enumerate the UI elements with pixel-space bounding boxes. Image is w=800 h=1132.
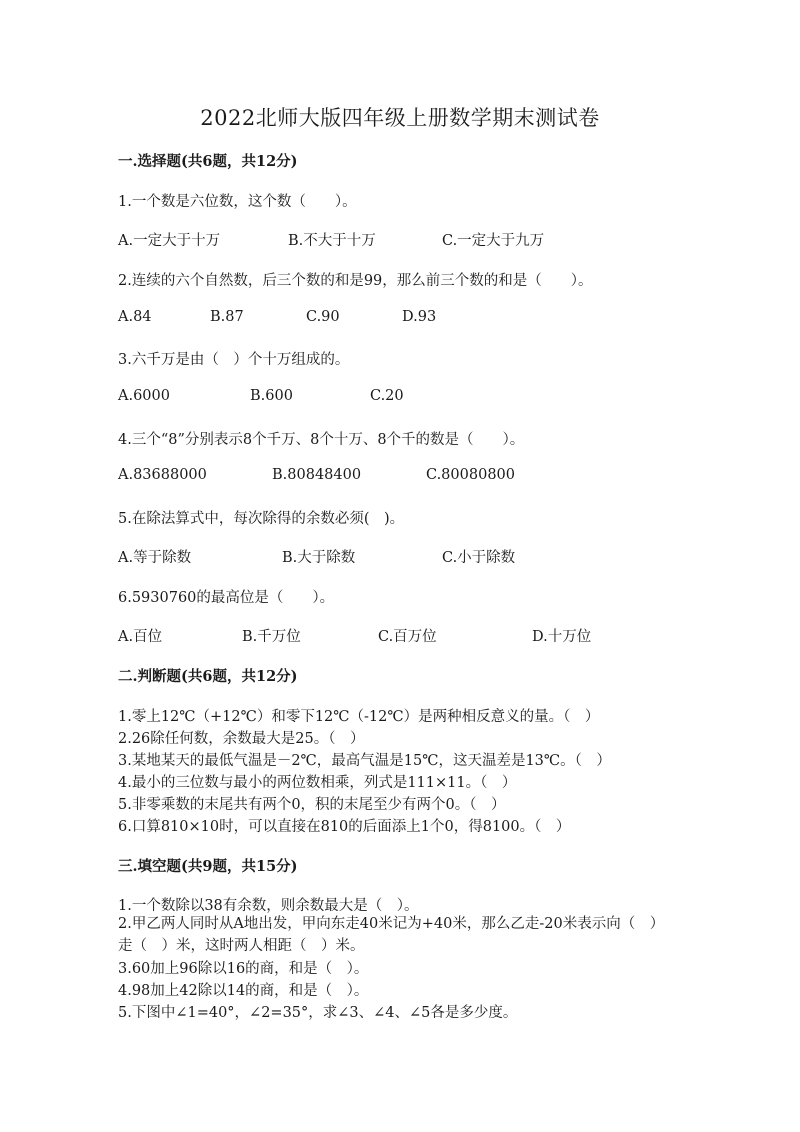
option-a: A.等于除数	[118, 550, 192, 566]
option-b: B.600	[250, 388, 293, 404]
option-b: B.不大于十万	[288, 233, 376, 249]
option-c: C.一定大于九万	[442, 233, 545, 249]
fill-item: 3.60加上96除以16的商，和是（ ）。	[118, 961, 369, 977]
option-a: A.百位	[118, 629, 163, 645]
option-a: A.83688000	[118, 467, 207, 483]
question-text: 3.六千万是由（ ）个十万组成的。	[118, 352, 350, 368]
option-b: B.千万位	[242, 629, 301, 645]
option-a: A.6000	[118, 388, 170, 404]
fill-item: 2.甲乙两人同时从A地出发，甲向东走40米记为+40米，那么乙走-20米表示向（ ）走（ ）米，这时两人相距（ ）米。	[118, 916, 665, 954]
judge-item: 4.最小的三位数与最小的两位数相乘，列式是111×11。（ ）	[118, 775, 517, 791]
question-text: 6.5930760的最高位是（ ）。	[118, 590, 335, 606]
fill-item: 4.98加上42除以14的商，和是（ ）。	[118, 983, 369, 999]
option-c: C.百万位	[378, 629, 437, 645]
option-b: B.大于除数	[282, 550, 356, 566]
option-b: B.80848400	[272, 467, 362, 483]
question-text: 1.一个数是六位数，这个数（ ）。	[118, 194, 357, 210]
section-heading-choice: 一.选择题(共6题，共12分)	[118, 153, 298, 170]
judge-item: 5.非零乘数的末尾共有两个0，积的末尾至少有两个0。（ ）	[118, 797, 506, 813]
section-heading-fill: 三.填空题(共9题，共15分)	[118, 858, 298, 875]
page-title: 2022北师大版四年级上册数学期末测试卷	[200, 106, 600, 130]
option-d: D.93	[402, 309, 437, 325]
fill-item: 5.下图中∠1=40°，∠2=35°，求∠3、∠4、∠5各是多少度。	[118, 1005, 518, 1021]
judge-item: 3.某地某天的最低气温是－2℃，最高气温是15℃，这天温差是13℃。（ ）	[118, 753, 611, 769]
question-text: 2.连续的六个自然数，后三个数的和是99，那么前三个数的和是（ ）。	[118, 273, 593, 289]
question-text: 4.三个“8”分别表示8个千万、8个十万、8个千的数是（ ）。	[118, 432, 525, 448]
judge-item: 1.零上12℃（+12℃）和零下12℃（-12℃）是两种相反意义的量。（ ）	[118, 709, 600, 725]
option-c: C.小于除数	[442, 550, 516, 566]
option-c: C.20	[370, 388, 404, 404]
fill-item: 1.一个数除以38有余数，则余数最大是（ ）。	[118, 898, 419, 914]
option-b: B.87	[210, 309, 244, 325]
option-c: C.90	[306, 309, 340, 325]
judge-item: 2.26除任何数，余数最大是25。（ ）	[118, 731, 365, 747]
option-d: D.十万位	[532, 629, 592, 645]
option-a: A.一定大于十万	[118, 233, 221, 249]
option-c: C.80080800	[426, 467, 515, 483]
question-text: 5.在除法算式中，每次除得的余数必须( )。	[118, 511, 405, 527]
judge-item: 6.口算810×10时，可以直接在810的后面添上1个0，得8100。（ ）	[118, 819, 571, 835]
section-heading-judge: 二.判断题(共6题，共12分)	[118, 668, 298, 685]
option-a: A.84	[118, 309, 152, 325]
